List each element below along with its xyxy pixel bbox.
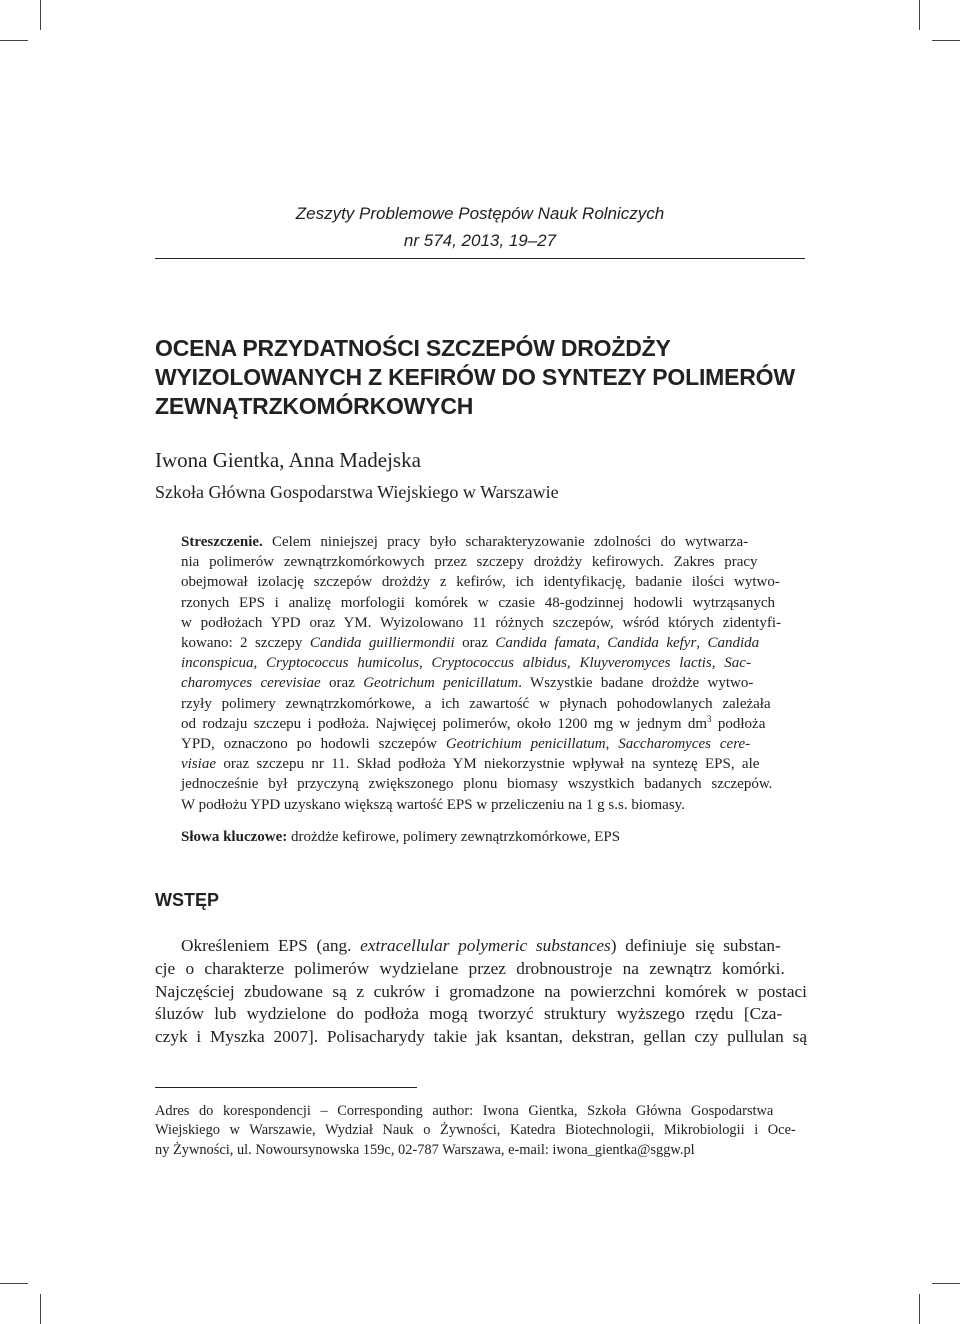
- abstract-line: obejmował izolację szczepów drożdży z kefirów, ich identyfikację, badanie ilości wytwo-: [181, 574, 780, 591]
- title-line: ZEWNĄTRZKOMÓRKOWYCH: [155, 393, 474, 419]
- abstract-line: YPD, oznaczono po hodowli szczepów Geotrichium penicillatum, Saccharomyces cere-: [181, 736, 751, 753]
- body-line: Najczęściej zbudowane są z cukrów i gromadzone na powierzchni komórek w postaci: [155, 981, 807, 1001]
- title-line: OCENA PRZYDATNOŚCI SZCZEPÓW DROŻDŻY: [155, 335, 671, 361]
- abstract-line: rzyły polimery zewnątrzkomórkowe, a ich zawartość w płynach pohodowlanych zależała: [181, 695, 771, 712]
- abstract-line: jednocześnie był przyczyną zwiększonego plonu biomasy wszystkich badanych szczepów.: [181, 776, 773, 793]
- species-name: Cryptococcus humicolus: [266, 655, 419, 672]
- header-rule: [155, 258, 805, 259]
- footnote-line: ny Żywności, ul. Nowoursynowska 159c, 02-787 Warszawa, e-mail: iwona_gientka@sggw.pl: [155, 1141, 695, 1158]
- journal-issue: nr 574, 2013, 19–27: [403, 231, 557, 250]
- crop-mark: [919, 1294, 920, 1324]
- species-name: visiae: [181, 756, 216, 773]
- affiliation: Szkoła Główna Gospodarstwa Wiejskiego w Warszawie: [155, 482, 559, 502]
- abstract-line: w podłożach YPD oraz YM. Wyizolowano 11 różnych szczepów, wśród których zidentyfi-: [181, 614, 781, 631]
- species-name: Cryptococcus albidus: [431, 655, 567, 672]
- abstract-line: Streszczenie. Celem niniejszej pracy było scharakteryzowanie zdolności do wytwarza-: [181, 534, 749, 550]
- crop-mark: [932, 1283, 960, 1284]
- crop-mark: [932, 40, 960, 41]
- section-heading: WSTĘP: [155, 890, 220, 910]
- species-name: charomyces cerevisiae: [181, 675, 321, 692]
- abstract-label: Streszczenie.: [181, 534, 263, 550]
- crop-mark: [919, 0, 920, 30]
- footnote: [155, 1102, 807, 1160]
- body-line: śluzów lub wydzielone do podłoża mogą tworzyć struktury wyższego rzędu [Cza-: [155, 1004, 783, 1024]
- abstract-line: charomyces cerevisiae oraz Geotrichum penicillatum. Wszystkie badane drożdże wytwo-: [181, 675, 754, 692]
- species-name: Saccharomyces cere-: [618, 736, 751, 753]
- authors: Iwona Gientka, Anna Madejska: [155, 448, 421, 472]
- crop-mark: [40, 1294, 41, 1324]
- species-name: Candida famata: [495, 635, 597, 652]
- superscript: 3: [707, 713, 712, 724]
- footnote-rule: [155, 1087, 417, 1088]
- species-name: inconspicua: [181, 655, 254, 672]
- species-name: Kluyveromyces lactis: [579, 655, 712, 672]
- abstract-line: od rodzaju szczepu i podłoża. Najwięcej polimerów, około 1200 mg w jednym $dm^3$ podłoża: [181, 713, 766, 732]
- abstract-line: rzonych EPS i analizę morfologii komórek w czasie 48-godzinnej hodowli wytrząsanych: [181, 594, 776, 611]
- abstract-line: W podłożu YPD uzyskano większą wartość EPS w przeliczeniu na 1 g s.s. biomasy.: [181, 796, 685, 813]
- body-line: cje o charakterze polimerów wydzielane przez drobnoustroje na zewnątrz komórki.: [155, 958, 785, 978]
- abstract-line: nia polimerów zewnątrzkomórkowych przez szczepy drożdży kefirowych. Zakres pracy: [181, 554, 758, 571]
- body-line: czyk i Myszka 2007]. Polisacharydy takie jak ksantan, dekstran, gellan czy pullulan są: [155, 1027, 807, 1047]
- journal-header: [155, 200, 805, 254]
- species-name: Candida: [707, 635, 760, 652]
- keywords-text: drożdże kefirowe, polimery zewnątrzkomórkowe, EPS: [287, 829, 621, 845]
- species-name: Candida guilliermondii: [309, 635, 455, 652]
- keywords: [181, 826, 620, 848]
- keywords-label: Słowa kluczowe:: [181, 829, 288, 845]
- footnote-line: Adres do korespondencji – Corresponding author: Iwona Gientka, Szkoła Główna Gospodarstwa: [155, 1103, 774, 1119]
- body-line: Określeniem EPS (ang. extracellular polymeric substances) definiuje się substan-: [181, 936, 781, 955]
- species-name: Candida kefyr: [607, 635, 697, 652]
- footnote-line: Wiejskiego w Warszawie, Wydział Nauk o Żywności, Katedra Biotechnologii, Mikrobiologii i Oce-: [155, 1122, 796, 1139]
- species-name: Geotrichium penicillatum: [445, 736, 606, 753]
- journal-name: Zeszyty Problemowe Postępów Nauk Rolniczych: [295, 204, 665, 223]
- article-title: [155, 334, 815, 421]
- title-line: WYIZOLOWANYCH Z KEFIRÓW DO SYNTEZY POLIMERÓW: [155, 364, 795, 390]
- crop-mark: [0, 1283, 28, 1284]
- abstract: [181, 532, 781, 815]
- species-name: Geotrichum penicillatum: [363, 675, 519, 692]
- crop-mark: [40, 0, 41, 30]
- crop-mark: [0, 40, 28, 41]
- body-text: [155, 935, 807, 1049]
- abstract-line: visiae oraz szczepu nr 11. Skład podłoża YM niekorzystnie wpływał na syntezę EPS, ale: [181, 756, 760, 773]
- abstract-line: kowano: 2 szczepy Candida guilliermondii oraz Candida famata, Candida kefyr, Candida: [181, 635, 760, 652]
- abstract-line: inconspicua, Cryptococcus humicolus, Cryptococcus albidus, Kluyveromyces lactis, Sac-: [181, 655, 751, 672]
